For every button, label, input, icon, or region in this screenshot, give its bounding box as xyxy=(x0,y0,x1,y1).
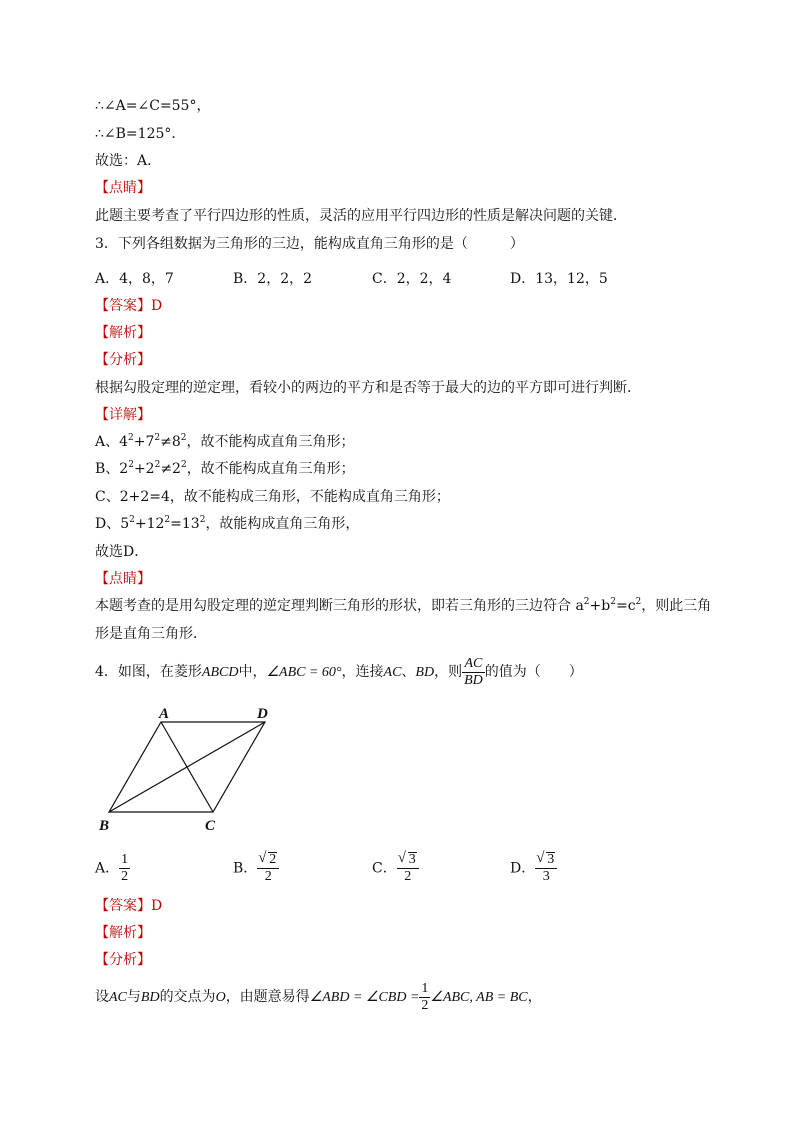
rhombus-diagram xyxy=(95,700,285,840)
q3-option-a: A．4，8，7 xyxy=(95,271,174,287)
q3-detail-b: B、$2^2+2^2\ne 2^2$，故不能构成直角三角形； xyxy=(95,460,355,477)
q4-option-c: C． √ $\frac{3}{2}$ xyxy=(372,852,419,885)
q3-detail-a: A、$4^2+7^2\ne 8^2$，故不能构成直角三角形； xyxy=(95,433,355,450)
label-c: C xyxy=(205,818,216,834)
line-choose-a: 故选：A． xyxy=(95,153,162,169)
line-angle-a-c: ∴∠A=∠C=55°， xyxy=(95,98,211,114)
line-angle-b: ∴∠B=125°． xyxy=(95,126,186,142)
tag-dianjing: 【点睛】 xyxy=(95,180,151,196)
fraction-ac-bd: $\frac{AC}{BD}$ xyxy=(464,655,483,688)
q4-option-d: D． √ $\frac{3}{3}$ xyxy=(510,852,557,885)
fraction-sqrt3-3: √ $\frac{3}{3}$ xyxy=(535,852,557,885)
q3-option-c: C．2，2，4 xyxy=(372,271,452,287)
q4-analysis: 设AC与BD的交点为O，由题意易得∠ABD = ∠CBD = $\frac{1}{2}$ ∠ABC, AB = BC， xyxy=(95,980,542,1013)
q4-option-b: B． √ $\frac{2}{2}$ xyxy=(233,852,279,885)
q3-dianjing-line1: 本题考查的是用勾股定理的逆定理判断三角形的形状，即若三角形的三边符合 $a^2+b^2=c^2$，则此三角 xyxy=(95,597,712,614)
line-summary: 此题主要考查了平行四边形的性质，灵活的应用平行四边形的性质是解决问题的关键． xyxy=(95,208,627,224)
q3-tag-xiangjie: 【详解】 xyxy=(95,407,151,423)
q3-detail-d: D、$5^2+12^2=13^2$，故能构成直角三角形， xyxy=(95,515,360,532)
label-b: B xyxy=(99,818,110,834)
q3-option-b: B．2，2，2 xyxy=(233,271,313,287)
question-4: 4．如图，在菱形ABCD中，∠ABC = 60°，连接AC、BD，则 $\frac{AC}{BD}$ 的值为（ ） xyxy=(95,655,583,688)
q4-answer: 【答案】D xyxy=(95,898,163,914)
q3-dianjing-line2: 形是直角三角形． xyxy=(95,626,207,642)
fraction-sqrt3-2: √ $\frac{3}{2}$ xyxy=(397,852,419,885)
q3-tag-dianjing: 【点睛】 xyxy=(95,571,151,587)
label-a: A xyxy=(159,706,170,722)
q3-answer: 【答案】D xyxy=(95,298,163,314)
fraction-one-half: $\frac{1}{2}$ xyxy=(121,852,129,884)
diagonal-bd xyxy=(109,722,265,812)
q4-option-a: A． $\frac{1}{2}$ xyxy=(95,852,129,884)
fraction-one-half-analysis: $\frac{1}{2}$ xyxy=(421,980,429,1013)
q4-tag-fenxi: 【分析】 xyxy=(95,952,151,968)
label-d: D xyxy=(257,706,268,722)
question-3: 3．下列各组数据为三角形的三边，能构成直角三角形的是（ ） xyxy=(95,236,524,252)
q3-option-d: D．13，12，5 xyxy=(510,271,608,287)
fraction-sqrt2-2: √ $\frac{2}{2}$ xyxy=(257,852,279,885)
q3-analysis: 根据勾股定理的逆定理，看较小的两边的平方和是否等于最大的边的平方即可进行判断. xyxy=(95,380,632,396)
q3-detail-c: C、2+2=4，故不能构成三角形，不能构成直角三角形； xyxy=(95,489,450,505)
q3-tag-jiexi: 【解析】 xyxy=(95,325,151,341)
q4-tag-jiexi: 【解析】 xyxy=(95,925,151,941)
q3-tag-fenxi: 【分析】 xyxy=(95,352,151,368)
q3-conclusion: 故选D． xyxy=(95,544,149,560)
